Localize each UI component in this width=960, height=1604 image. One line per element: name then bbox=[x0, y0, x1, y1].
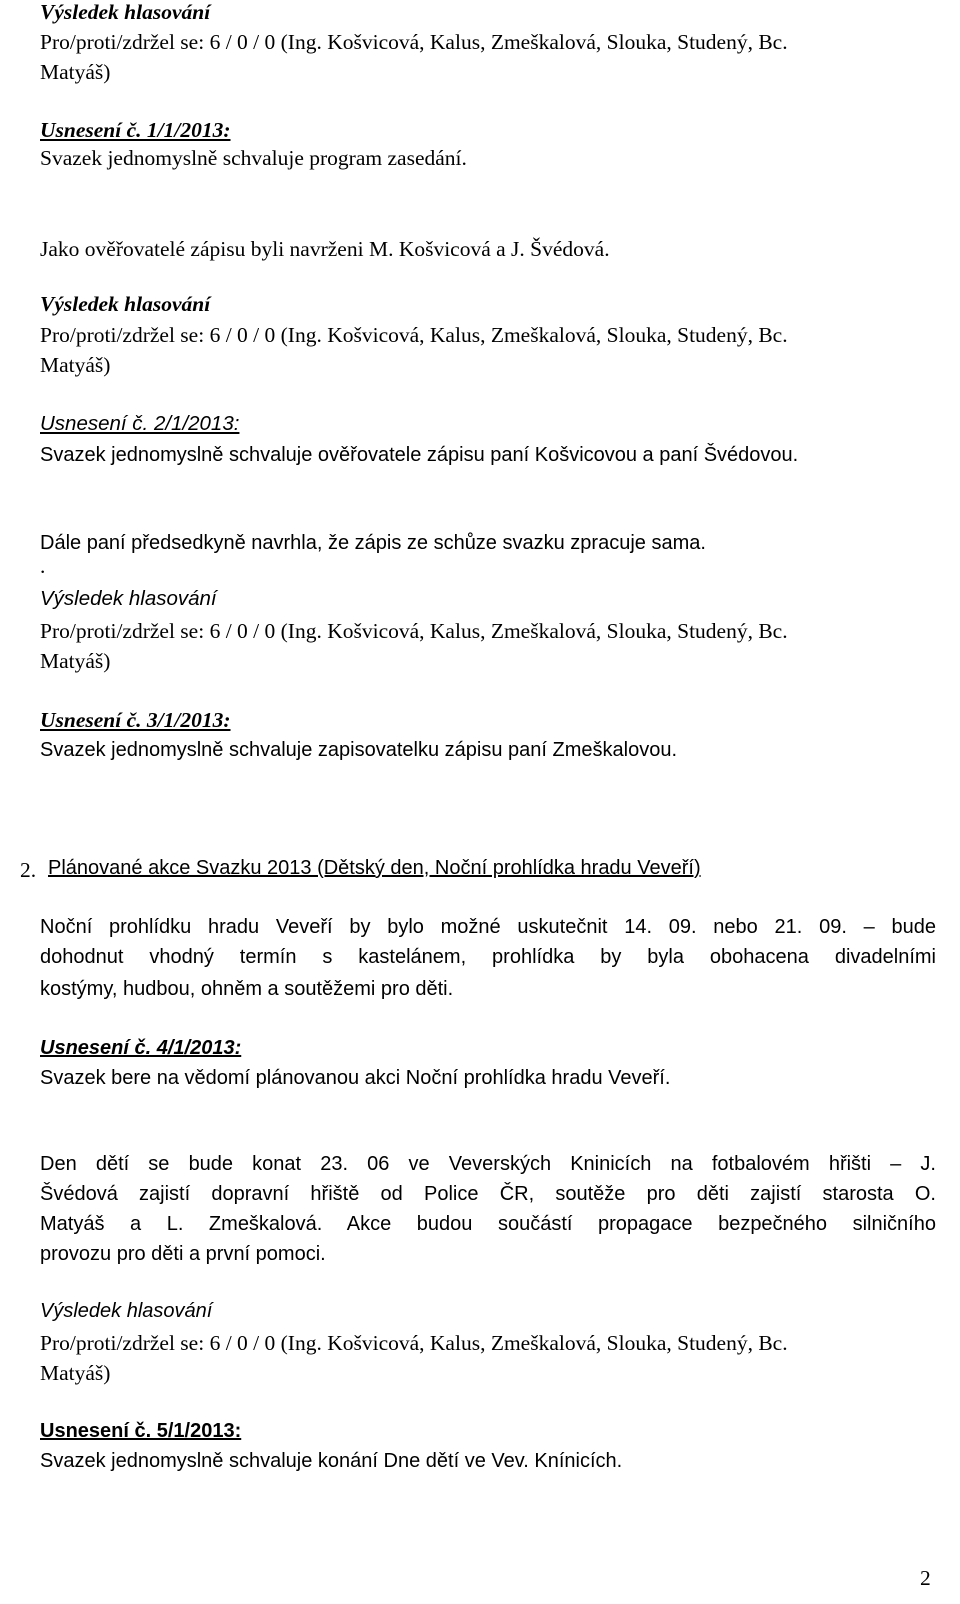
resolution-heading: Usnesení č. 1/1/2013: bbox=[40, 118, 231, 142]
resolution-heading: Usnesení č. 2/1/2013: bbox=[40, 412, 240, 435]
resolution-text: Svazek jednomyslně schvaluje zapisovatelku zápisu paní Zmeškalovou. bbox=[40, 739, 678, 761]
dot-text: . bbox=[40, 554, 46, 578]
resolution-heading: Usnesení č. 4/1/2013: bbox=[40, 1037, 242, 1059]
section-title: Plánované akce Svazku 2013 (Dětský den, Noční prohlídka hradu Veveří) bbox=[48, 857, 701, 879]
vote-result-heading: Výsledek hlasování bbox=[40, 587, 217, 610]
vote-result-line: Pro/proti/zdržel se: 6 / 0 / 0 (Ing. Košvicová, Kalus, Zmeškalová, Slouka, Studený, Bc. bbox=[40, 30, 788, 54]
vote-result-line-cont: Matyáš) bbox=[40, 1361, 111, 1385]
paragraph-line: dohodnut vhodný termín s kastelánem, prohlídka by byla obohacena divadelními bbox=[40, 946, 936, 968]
resolution-text: Svazek jednomyslně schvaluje program zasedání. bbox=[40, 146, 467, 170]
paragraph-line: Noční prohlídku hradu Veveří by bylo možné uskutečnit 14. 09. nebo 21. 09. – bude bbox=[40, 916, 936, 938]
paragraph-line: Švédová zajistí dopravní hřiště od Police ČR, soutěže pro děti zajistí starosta O. bbox=[40, 1183, 936, 1205]
section-number: 2. bbox=[20, 858, 37, 882]
paragraph-line: Matyáš a L. Zmeškalová. Akce budou součástí propagace bezpečného silničního bbox=[40, 1213, 936, 1235]
vote-result-line: Pro/proti/zdržel se: 6 / 0 / 0 (Ing. Košvicová, Kalus, Zmeškalová, Slouka, Studený, Bc. bbox=[40, 323, 788, 347]
verifiers-paragraph: Jako ověřovatelé zápisu byli navrženi M. Košvicová a J. Švédová. bbox=[40, 237, 610, 261]
vote-result-heading: Výsledek hlasování bbox=[40, 1300, 213, 1322]
minutes-paragraph: Dále paní předsedkyně navrhla, že zápis ze schůze svazku zpracuje sama. bbox=[40, 532, 706, 554]
vote-result-heading: Výsledek hlasování bbox=[40, 292, 211, 316]
resolution-text: Svazek jednomyslně schvaluje ověřovatele zápisu paní Košvicovou a paní Švédovou. bbox=[40, 444, 799, 466]
paragraph-line: kostýmy, hudbou, ohněm a soutěžemi pro děti. bbox=[40, 978, 454, 1000]
resolution-text: Svazek bere na vědomí plánovanou akci Noční prohlídka hradu Veveří. bbox=[40, 1067, 671, 1089]
resolution-heading: Usnesení č. 5/1/2013: bbox=[40, 1420, 242, 1442]
vote-result-heading: Výsledek hlasování bbox=[40, 0, 211, 24]
vote-result-line-cont: Matyáš) bbox=[40, 353, 111, 377]
vote-result-line-cont: Matyáš) bbox=[40, 60, 111, 84]
vote-result-line-cont: Matyáš) bbox=[40, 649, 111, 673]
page-number: 2 bbox=[920, 1566, 931, 1590]
resolution-text: Svazek jednomyslně schvaluje konání Dne dětí ve Vev. Knínicích. bbox=[40, 1450, 623, 1472]
resolution-heading: Usnesení č. 3/1/2013: bbox=[40, 708, 231, 732]
vote-result-line: Pro/proti/zdržel se: 6 / 0 / 0 (Ing. Košvicová, Kalus, Zmeškalová, Slouka, Studený, Bc. bbox=[40, 619, 788, 643]
vote-result-line: Pro/proti/zdržel se: 6 / 0 / 0 (Ing. Košvicová, Kalus, Zmeškalová, Slouka, Studený, Bc. bbox=[40, 1331, 788, 1355]
paragraph-line: Den dětí se bude konat 23. 06 ve Veverských Kninicích na fotbalovém hřišti – J. bbox=[40, 1153, 936, 1175]
paragraph-line: provozu pro děti a první pomoci. bbox=[40, 1243, 326, 1265]
